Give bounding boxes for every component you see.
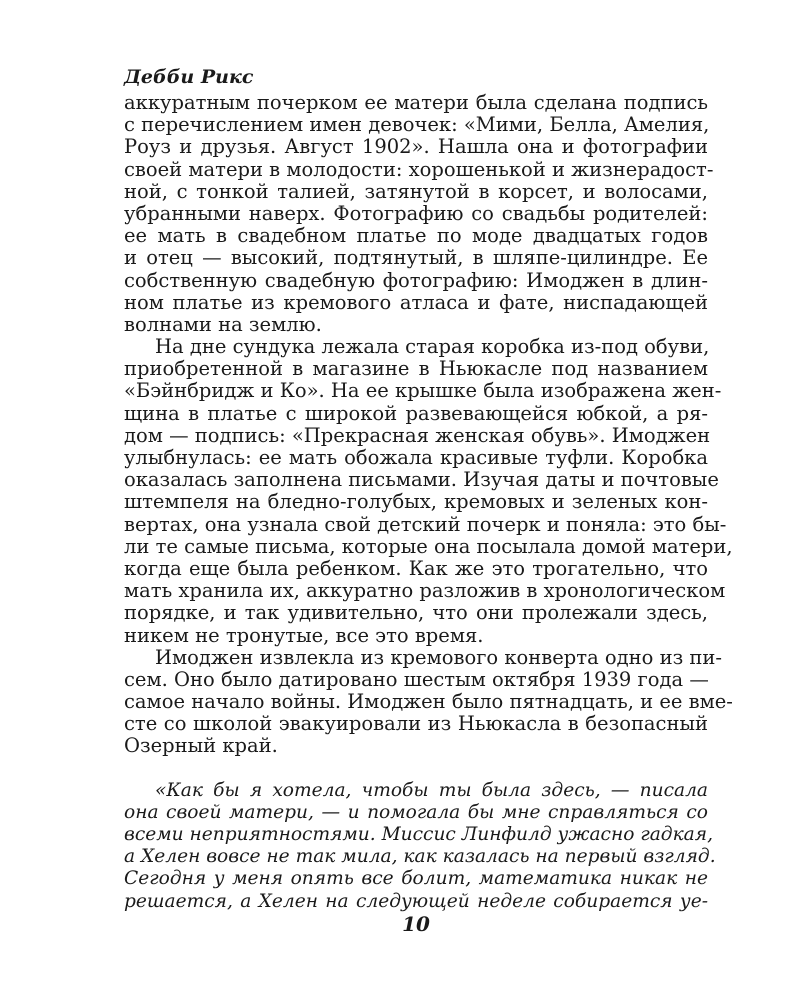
text-line: мать хранила их, аккуратно разложив в хронологическом [124, 579, 726, 603]
text-line: она своей матери, — и помогала бы мне справляться со [124, 801, 708, 823]
paragraph [124, 335, 733, 647]
text-line: ной, с тонкой талией, затянутой в корсет, и волосами, [124, 179, 708, 203]
paragraph [124, 645, 733, 758]
text-line: самое начало войны. Имоджен было пятнадцать, и ее вме- [124, 690, 733, 714]
text-line: «Как бы я хотела, чтобы ты была здесь, — писала [155, 779, 708, 801]
text-line: приобретенной в магазине в Ньюкасле под названием [124, 357, 708, 381]
running-head-author: Дебби Рикс [124, 66, 254, 88]
text-line: своей матери в молодости: хорошенькой и жизнерадост- [124, 157, 714, 181]
text-line: сте со школой эвакуировали из Ньюкасла в безопасный [124, 712, 708, 736]
text-line: «Бэйнбридж и Ко». На ее крышке была изображена жен- [124, 379, 722, 403]
text-line: с перечислением имен девочек: «Мими, Белла, Амелия, [124, 113, 710, 137]
text-line: убранными наверх. Фотографию со свадьбы родителей: [124, 201, 708, 225]
text-line: Имоджен извлекла из кремового конверта одно из пи- [155, 645, 722, 669]
text-line: никем не тронутые, все это время. [124, 623, 484, 647]
text-line: улыбнулась: ее мать обожала красивые туфли. Коробка [124, 446, 708, 469]
text-line: сем. Оно было датировано шестым октября 1939 года — [124, 667, 709, 691]
text-line: На дне сундука лежала старая коробка из-под обуви, [155, 335, 710, 359]
text-line: щина в платье с широкой развевающейся юбкой, а ря- [124, 401, 708, 425]
text-line: всеми неприятностями. Миссис Линфилд ужасно гадкая, [124, 824, 713, 845]
text-line: а Хелен вовсе не так мила, как казалась на первый взгляд. [124, 846, 716, 868]
book-page [124, 62, 733, 936]
paragraph [124, 91, 714, 336]
section-gap [124, 758, 708, 780]
text-line: оказалась заполнена письмами. Изучая даты и почтовые [124, 468, 719, 492]
text-line: решается, а Хелен на следующей неделе собирается уе- [124, 890, 708, 912]
text-line: вертах, она узнала свой детский почерк и поняла: это бы- [124, 512, 727, 536]
text-line: и отец — высокий, подтянутый, в шляпе-цилиндре. Ее [124, 246, 708, 270]
text-line: когда еще была ребенком. Как же это трогательно, что [124, 556, 708, 580]
body-text [124, 91, 733, 758]
page-number: 10 [402, 912, 430, 936]
text-line: штемпеля на бледно-голубых, кремовых и зеленых кон- [124, 490, 708, 514]
text-line: Роуз и друзья. Август 1902». Нашла она и фотографии [124, 135, 708, 159]
paragraph [124, 779, 716, 913]
text-line: собственную свадебную фотографию: Имоджен в длин- [124, 268, 708, 292]
text-line: Сегодня у меня опять все болит, математика никак не [124, 868, 708, 890]
text-line: ее мать в свадебном платье по моде двадцатых годов [124, 224, 708, 248]
text-line: ном платье из кремового атласа и фате, ниспадающей [124, 290, 708, 314]
text-line: аккуратным почерком ее матери была сделана подпись [124, 91, 708, 114]
text-line: порядке, и так удивительно, что они пролежали здесь, [124, 601, 708, 625]
text-line: Озерный край. [124, 734, 278, 758]
text-line: волнами на землю. [124, 312, 322, 336]
letter-quote [124, 779, 716, 913]
text-line: дом — подпись: «Прекрасная женская обувь». Имоджен [124, 423, 711, 447]
text-line: ли те самые письма, которые она посылала домой матери, [124, 534, 733, 558]
